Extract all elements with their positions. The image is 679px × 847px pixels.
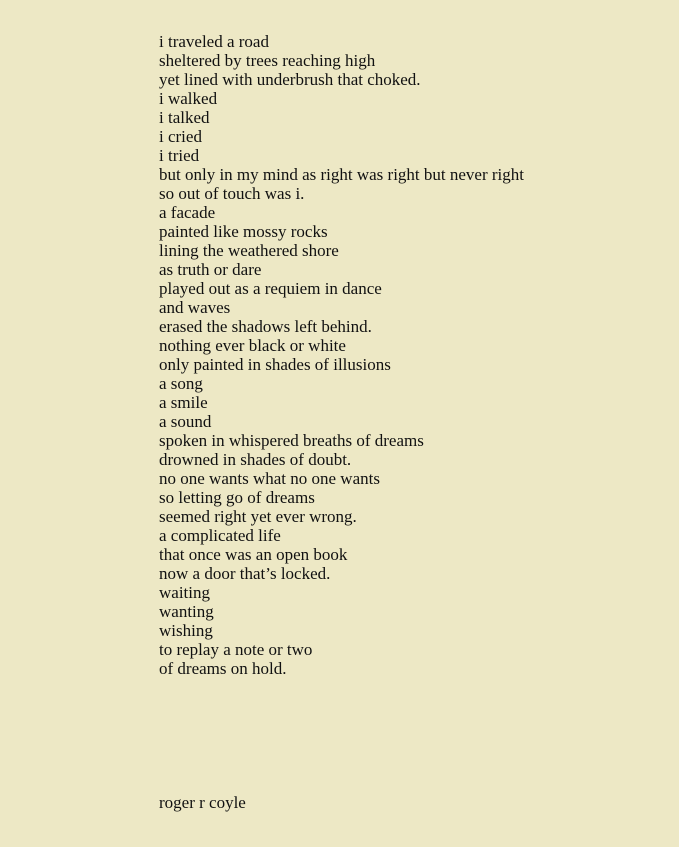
poem-line: a song xyxy=(159,374,203,393)
poem-line: painted like mossy rocks xyxy=(159,222,328,241)
poem-line: nothing ever black or white xyxy=(159,336,346,355)
poem-line: i walked xyxy=(159,89,218,108)
poem-line: but only in my mind as right was right but never right xyxy=(159,165,524,184)
poem-line: seemed right yet ever wrong. xyxy=(159,507,357,526)
poem-line: and waves xyxy=(159,298,231,317)
poem-line: drowned in shades of doubt. xyxy=(159,450,352,469)
poem-line: so out of touch was i. xyxy=(159,184,305,203)
poem-line: sheltered by trees reaching high xyxy=(159,51,376,70)
poem-line: i tried xyxy=(159,146,200,165)
poem-body xyxy=(159,32,524,678)
poem-line: a complicated life xyxy=(159,526,281,545)
poem-line: no one wants what no one wants xyxy=(159,469,380,488)
poem-line: of dreams on hold. xyxy=(159,659,287,678)
poem-line: as truth or dare xyxy=(159,260,262,279)
author-signature: roger r coyle xyxy=(159,793,246,812)
poem-line: played out as a requiem in dance xyxy=(159,279,382,298)
poem-line: wishing xyxy=(159,621,213,640)
poem-line: a sound xyxy=(159,412,212,431)
poem-line: yet lined with underbrush that choked. xyxy=(159,70,421,89)
poem-line: to replay a note or two xyxy=(159,640,313,659)
poem-line: lining the weathered shore xyxy=(159,241,339,260)
poem-line: waiting xyxy=(159,583,210,602)
poem-line: i traveled a road xyxy=(159,32,269,51)
poem-line: erased the shadows left behind. xyxy=(159,317,372,336)
poem-line: only painted in shades of illusions xyxy=(159,355,391,374)
poem-line: that once was an open book xyxy=(159,545,348,564)
poem-line: now a door that’s locked. xyxy=(159,564,331,583)
poem-line: so letting go of dreams xyxy=(159,488,315,507)
poem-line: a facade xyxy=(159,203,216,222)
poem-line: spoken in whispered breaths of dreams xyxy=(159,431,424,450)
poem-line: wanting xyxy=(159,602,214,621)
poem-line: i talked xyxy=(159,108,210,127)
poem-line: i cried xyxy=(159,127,202,146)
poem-line: a smile xyxy=(159,393,208,412)
